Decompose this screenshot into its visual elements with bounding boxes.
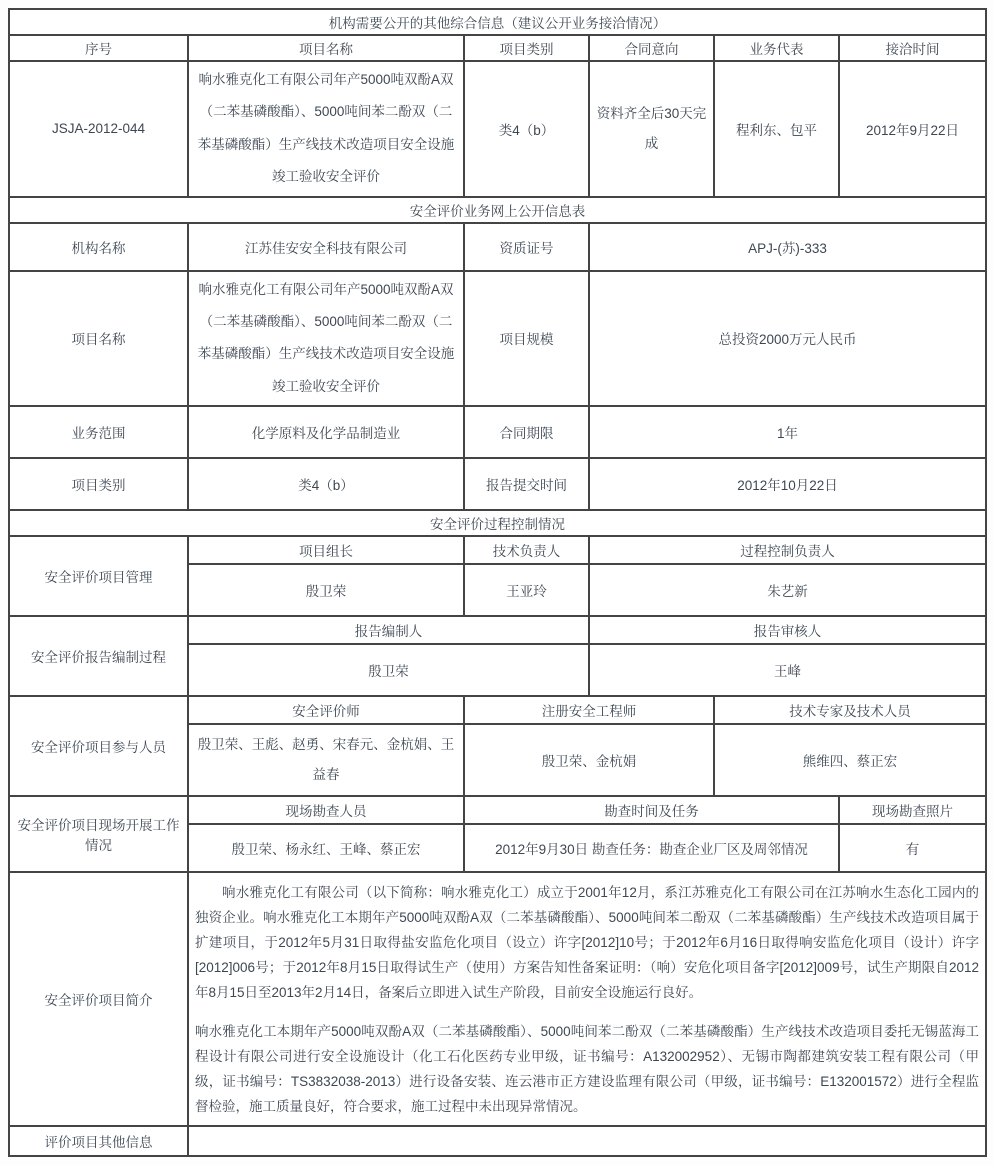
- label-business-scope: 业务范围: [9, 406, 188, 458]
- col-header-contact-date: 接洽时间: [839, 35, 986, 61]
- value-report-submit-date: 2012年10月22日: [589, 458, 986, 510]
- value-qualification-no: APJ-(苏)-333: [589, 223, 986, 271]
- label-site-work: 安全评价项目现场开展工作情况: [9, 796, 188, 872]
- header-process-control-lead: 过程控制负责人: [589, 536, 986, 564]
- value-report-reviewer: 王峰: [589, 644, 986, 696]
- section-b-title: 安全评价业务网上公开信息表: [9, 197, 986, 223]
- cell-contact-date: 2012年9月22日: [839, 61, 986, 197]
- header-project-leader: 项目组长: [188, 536, 464, 564]
- col-header-category: 项目类别: [464, 35, 589, 61]
- value-project-category: 类4（b）: [188, 458, 464, 510]
- header-technical-lead: 技术负责人: [464, 536, 589, 564]
- label-org-name: 机构名称: [9, 223, 188, 271]
- value-business-scope: 化学原料及化学品制造业: [188, 406, 464, 458]
- col-header-serial: 序号: [9, 35, 188, 61]
- label-report-compilation: 安全评价报告编制过程: [9, 616, 188, 696]
- section-a-title: 机构需要公开的其他综合信息（建议公开业务接洽情况）: [9, 9, 986, 35]
- header-survey-time-task: 勘查时间及任务: [464, 796, 839, 824]
- cell-serial-number: JSJA-2012-044: [9, 61, 188, 197]
- project-intro-text: [188, 872, 986, 1126]
- value-technical-lead: 王亚玲: [464, 564, 589, 616]
- col-header-business-rep: 业务代表: [714, 35, 839, 61]
- header-registered-safety-engineers: 注册安全工程师: [464, 696, 714, 724]
- label-report-submit-date: 报告提交时间: [464, 458, 589, 510]
- value-other-info: [188, 1126, 986, 1156]
- value-project-leader: 殷卫荣: [188, 564, 464, 616]
- label-project-management: 安全评价项目管理: [9, 536, 188, 616]
- value-safety-evaluators: 殷卫荣、王彪、赵勇、宋春元、金杭娟、王益春: [188, 724, 464, 796]
- label-qualification-no: 资质证号: [464, 223, 589, 271]
- value-contract-term: 1年: [589, 406, 986, 458]
- value-report-writer: 殷卫荣: [188, 644, 589, 696]
- col-header-project-name: 项目名称: [188, 35, 464, 61]
- label-project-participants: 安全评价项目参与人员: [9, 696, 188, 796]
- label-project-name: 项目名称: [9, 271, 188, 407]
- value-org-name: 江苏佳安安全科技有限公司: [188, 223, 464, 271]
- header-site-survey-staff: 现场勘查人员: [188, 796, 464, 824]
- header-report-writer: 报告编制人: [188, 616, 589, 644]
- header-safety-evaluators: 安全评价师: [188, 696, 464, 724]
- header-technical-experts: 技术专家及技术人员: [714, 696, 986, 724]
- label-contract-term: 合同期限: [464, 406, 589, 458]
- cell-category: 类4（b）: [464, 61, 589, 197]
- value-project-name: 响水雅克化工有限公司年产5000吨双酚A双（二苯基磷酸酯）、5000吨间苯二酚双（二苯基磷酸酯）生产线技术改造项目安全设施竣工验收安全评价: [188, 271, 464, 407]
- section-c-title: 安全评价过程控制情况: [9, 510, 986, 536]
- value-site-survey-staff: 殷卫荣、杨永红、王峰、蔡正宏: [188, 824, 464, 872]
- label-other-info: 评价项目其他信息: [9, 1126, 188, 1156]
- safety-evaluation-disclosure-table: [8, 8, 987, 1157]
- cell-contract-intent: 资料齐全后30天完成: [589, 61, 714, 197]
- value-project-scale: 总投资2000万元人民币: [589, 271, 986, 407]
- value-site-survey-photos: 有: [839, 824, 986, 872]
- value-registered-safety-engineers: 殷卫荣、金杭娟: [464, 724, 714, 796]
- value-survey-time-task: 2012年9月30日 勘查任务：勘查企业厂区及周邻情况: [464, 824, 839, 872]
- label-project-intro: 安全评价项目简介: [9, 872, 188, 1126]
- col-header-contract-intent: 合同意向: [589, 35, 714, 61]
- value-process-control-lead: 朱艺新: [589, 564, 986, 616]
- intro-paragraph-2: 响水雅克化工本期年产5000吨双酚A双（二苯基磷酸酯）、5000吨间苯二酚双（二苯基磷酸酯）生产线技术改造项目委托无锡蓝海工程设计有限公司进行安全设施设计（化工石化医药专业甲级，证书编号：A132002952）、无锡市陶都建筑安装工程有限公司（甲级，证书编号：TS3832038-2013）进行设备安装、连云港市正方建设监理有限公司（甲级，证书编号：E132001572）进行全程监督检验，施工质量良好，符合要求，施工过程中未出现异常情况。: [195, 1023, 980, 1114]
- header-report-reviewer: 报告审核人: [589, 616, 986, 644]
- intro-paragraph-1: 响水雅克化工有限公司（以下简称：响水雅克化工）成立于2001年12月，系江苏雅克化工有限公司在江苏响水生态化工园内的独资企业。响水雅克化工本期年产5000吨双酚A双（二苯基磷酸酯）、5000吨间苯二酚双（二苯基磷酸酯）生产线技术改造项目属于扩建项目，于2012年5月31日取得盐安监危化项目（设立）许字[2012]10号；于2012年6月16日取得响安监危化项目（设计）许字[2012]006号；于2012年8月15日取得试生产（使用）方案告知性备案证明：（响）安危化项目备字[2012]009号，试生产期限自2012年8月15日至2013年2月14日，备案后立即进入试生产阶段，目前安全设施运行良好。: [195, 884, 980, 1000]
- header-site-survey-photos: 现场勘查照片: [839, 796, 986, 824]
- label-project-category: 项目类别: [9, 458, 188, 510]
- value-technical-experts: 熊维四、蔡正宏: [714, 724, 986, 796]
- label-project-scale: 项目规模: [464, 271, 589, 407]
- cell-business-rep: 程利东、包平: [714, 61, 839, 197]
- cell-project-name: 响水雅克化工有限公司年产5000吨双酚A双（二苯基磷酸酯）、5000吨间苯二酚双（二苯基磷酸酯）生产线技术改造项目安全设施竣工验收安全评价: [188, 61, 464, 197]
